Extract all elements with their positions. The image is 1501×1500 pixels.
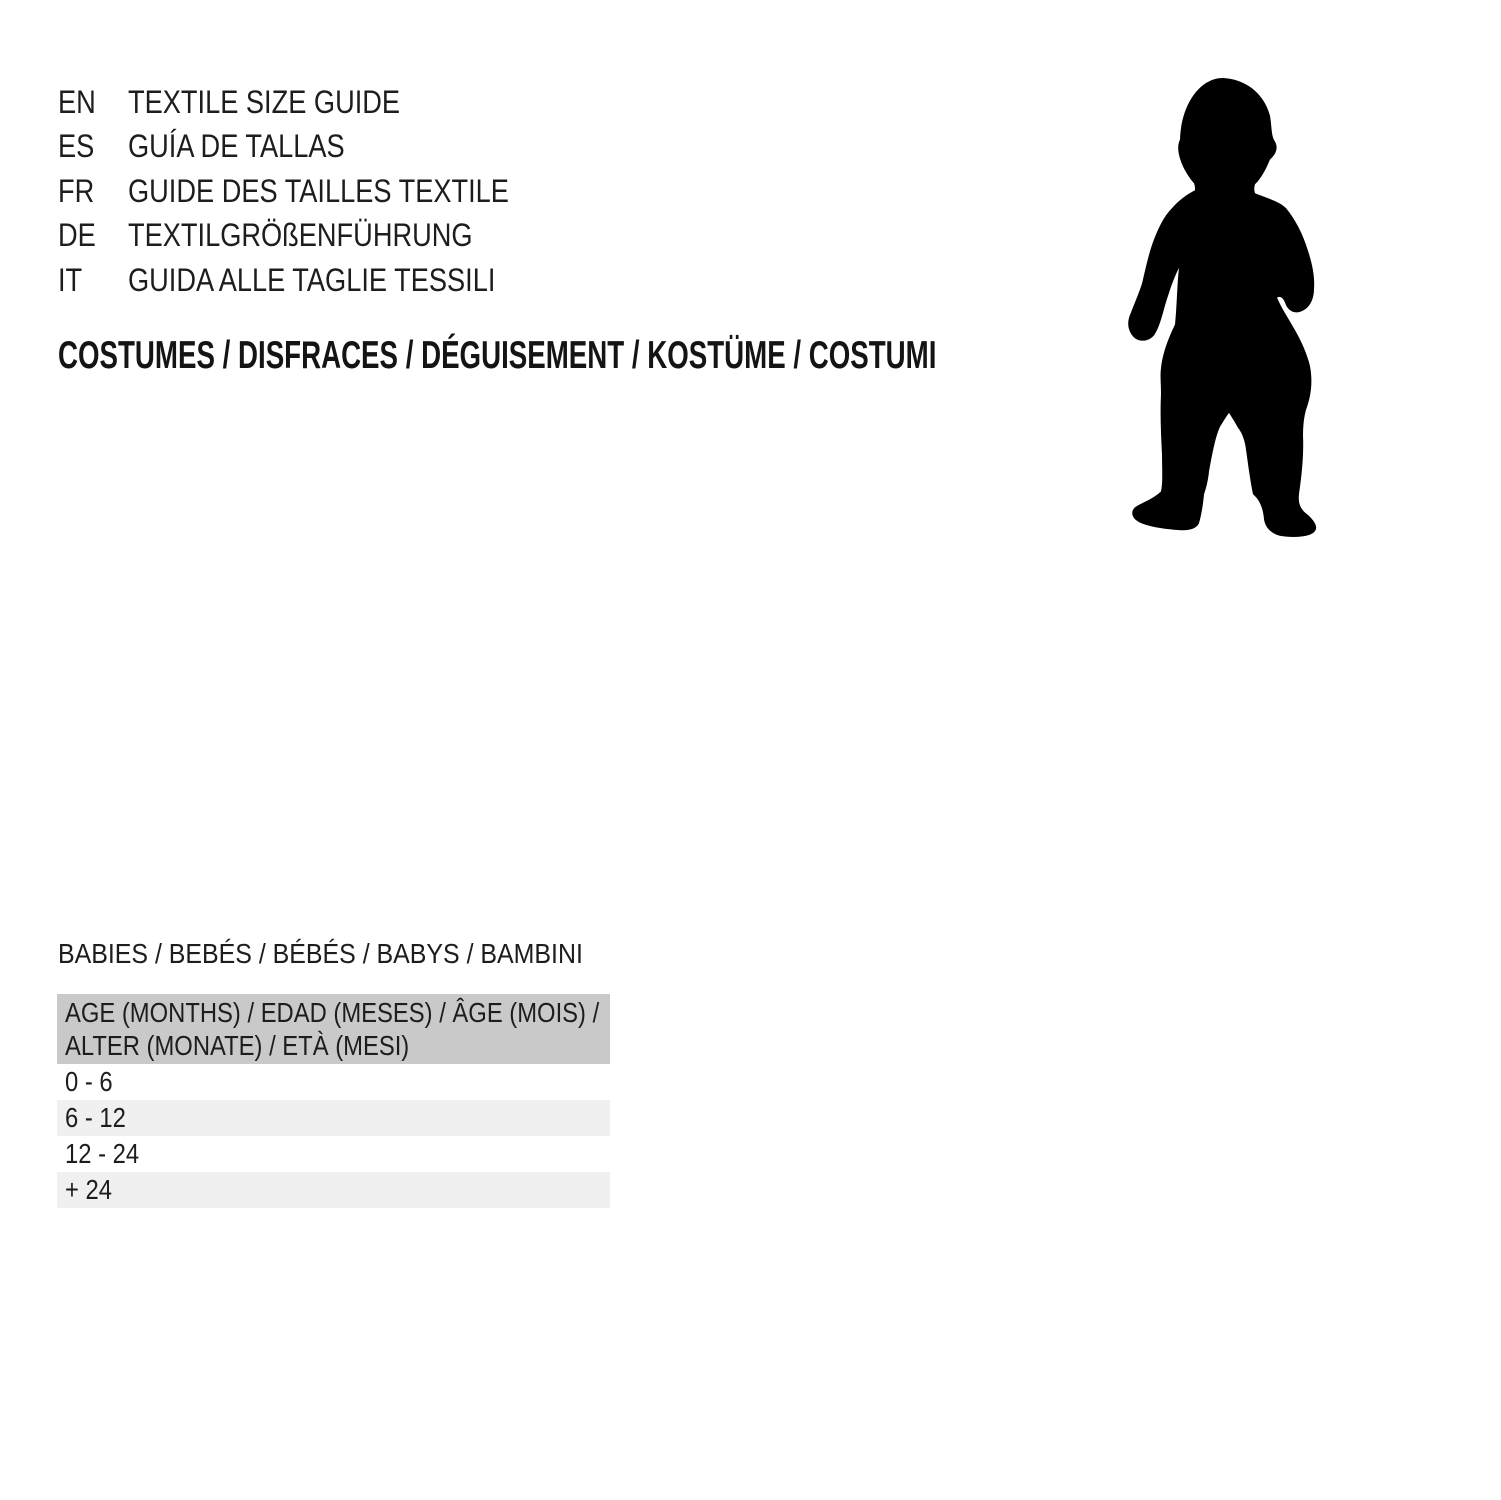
table-header-text: AGE (MONTHS) / EDAD (MESES) / ÂGE (MOIS) / ALTER (MONATE) / ETÀ (MESI) xyxy=(65,997,600,1061)
age-range: 0 - 6 xyxy=(65,1066,113,1097)
language-row xyxy=(58,80,576,125)
language-label: TEXTILGRÖßENFÜHRUNG xyxy=(128,217,473,254)
table-row-age xyxy=(57,1136,610,1172)
language-label: TEXTILE SIZE GUIDE xyxy=(128,83,401,120)
category-title: COSTUMES / DISFRACES / DÉGUISEMENT / KOSTÜME / COSTUMI xyxy=(58,334,937,377)
language-label: GUÍA DE TALLAS xyxy=(128,128,345,165)
language-list xyxy=(58,80,576,303)
language-label: GUIDE DES TAILLES TEXTILE xyxy=(128,172,509,209)
age-range: + 24 xyxy=(65,1174,112,1205)
language-code: ES xyxy=(58,128,95,165)
age-range: 12 - 24 xyxy=(65,1138,140,1169)
toddler-silhouette-path xyxy=(1128,78,1316,537)
language-label: GUIDA ALLE TAGLIE TESSILI xyxy=(128,261,496,298)
table-row-age xyxy=(57,1172,610,1208)
language-row xyxy=(58,258,576,303)
toddler-silhouette-icon xyxy=(1125,78,1320,540)
age-range: 6 - 12 xyxy=(65,1102,126,1133)
table-row-age xyxy=(57,1100,610,1136)
language-row xyxy=(58,125,576,170)
table-header-age xyxy=(57,994,610,1064)
language-row xyxy=(58,169,576,214)
language-code: EN xyxy=(58,83,96,120)
babies-section-title: BABIES / BEBÉS / BÉBÉS / BABYS / BAMBINI xyxy=(58,938,583,969)
age-size-table xyxy=(57,994,610,1208)
language-code: IT xyxy=(58,261,83,298)
toddler-silhouette-svg xyxy=(1125,78,1320,540)
language-code: DE xyxy=(58,217,96,254)
table-row-age xyxy=(57,1064,610,1100)
language-row xyxy=(58,214,576,259)
language-code: FR xyxy=(58,172,95,209)
